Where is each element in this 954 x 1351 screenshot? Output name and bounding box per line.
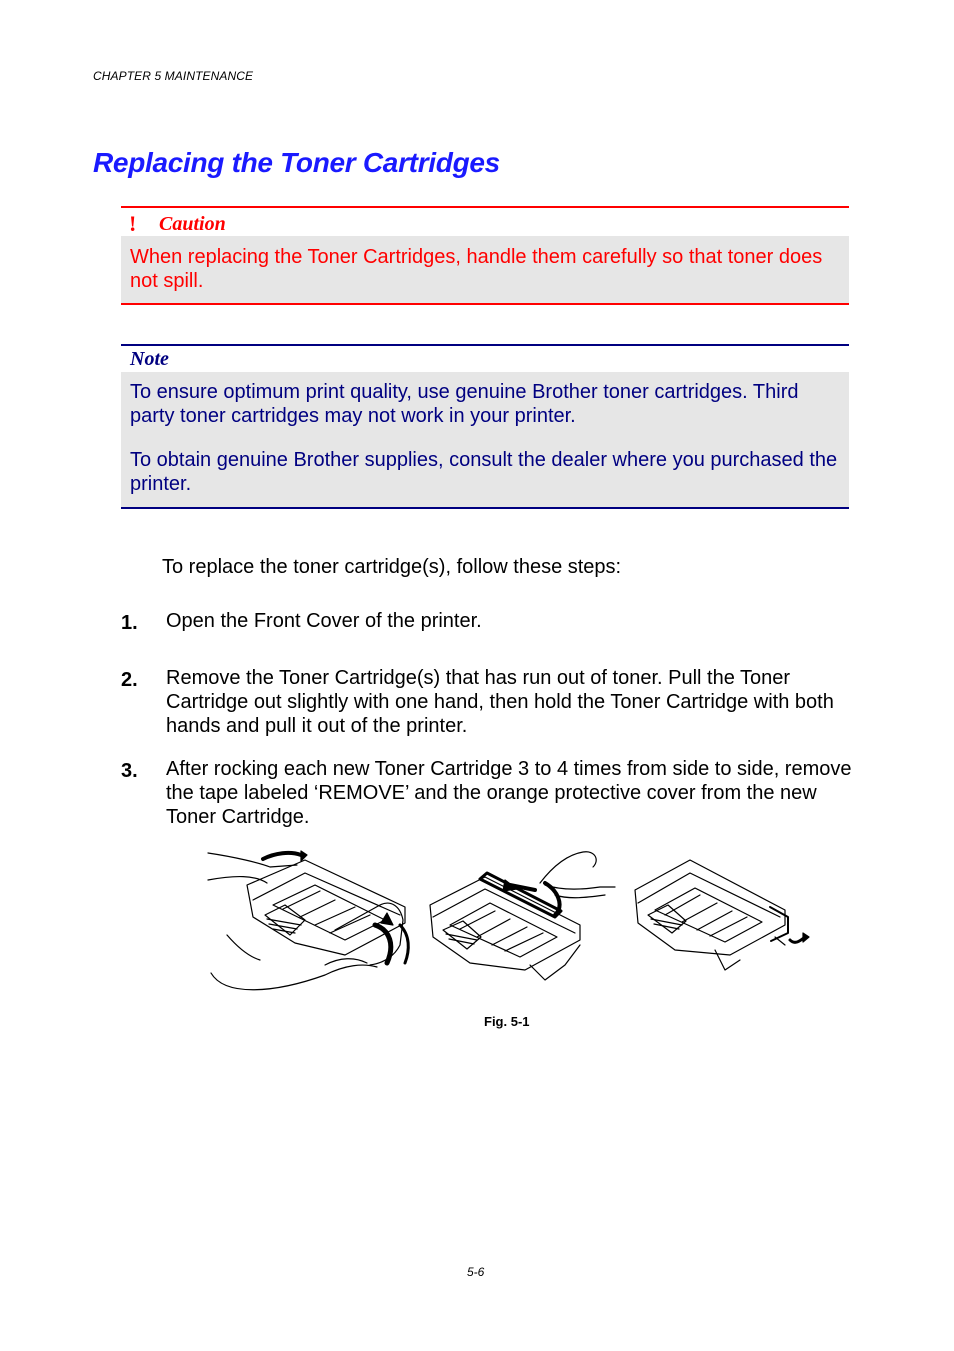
caution-bottom-rule bbox=[121, 303, 849, 305]
caution-top-rule bbox=[121, 206, 849, 208]
note-body bbox=[121, 372, 849, 507]
step-number-3: 3. bbox=[121, 760, 138, 782]
page-number: 5-6 bbox=[467, 1265, 485, 1279]
note-box bbox=[121, 344, 849, 509]
chapter-header: CHAPTER 5 MAINTENANCE bbox=[93, 69, 254, 83]
step-number-2: 2. bbox=[121, 669, 138, 691]
exclamation-icon: ! bbox=[129, 211, 137, 236]
note-top-rule bbox=[121, 344, 849, 346]
rocking-cartridge-drawing bbox=[208, 851, 408, 990]
step-text-1: Open the Front Cover of the printer. bbox=[166, 610, 482, 632]
caution-label: Caution bbox=[159, 212, 226, 235]
page-title: Replacing the Toner Cartridges bbox=[93, 147, 500, 178]
step-text-2: Remove the Toner Cartridge(s) that has run out of toner. Pull the Toner Cartridge out slightly with one hand, then hold the Toner Cartridge with both hands and pull it out of the printer. bbox=[166, 667, 834, 737]
removing-tape-drawing bbox=[430, 852, 615, 980]
caution-heading bbox=[129, 211, 226, 237]
note-bottom-rule bbox=[121, 507, 849, 509]
step-text-3: After rocking each new Toner Cartridge 3 to 4 times from side to side, remove the tape labeled ‘REMOVE’ and the orange protective cover from the new Toner Cartridge. bbox=[166, 758, 852, 828]
note-paragraph-1: To ensure optimum print quality, use genuine Brother toner cartridges. Third party toner cartridges may not work in your printer. bbox=[130, 381, 799, 427]
note-label: Note bbox=[130, 348, 169, 370]
removing-cover-drawing bbox=[635, 860, 809, 970]
toner-cartridge-illustration bbox=[205, 845, 815, 1000]
step-number-1: 1. bbox=[121, 612, 138, 634]
caution-body bbox=[121, 236, 849, 303]
intro-text: To replace the toner cartridge(s), follow these steps: bbox=[162, 556, 622, 578]
figure-caption: Fig. 5-1 bbox=[484, 1014, 530, 1029]
caution-box bbox=[121, 206, 849, 305]
caution-text: When replacing the Toner Cartridges, handle them carefully so that toner does not spill. bbox=[130, 246, 823, 292]
note-paragraph-2: To obtain genuine Brother supplies, consult the dealer where you purchased the printer. bbox=[130, 449, 838, 495]
